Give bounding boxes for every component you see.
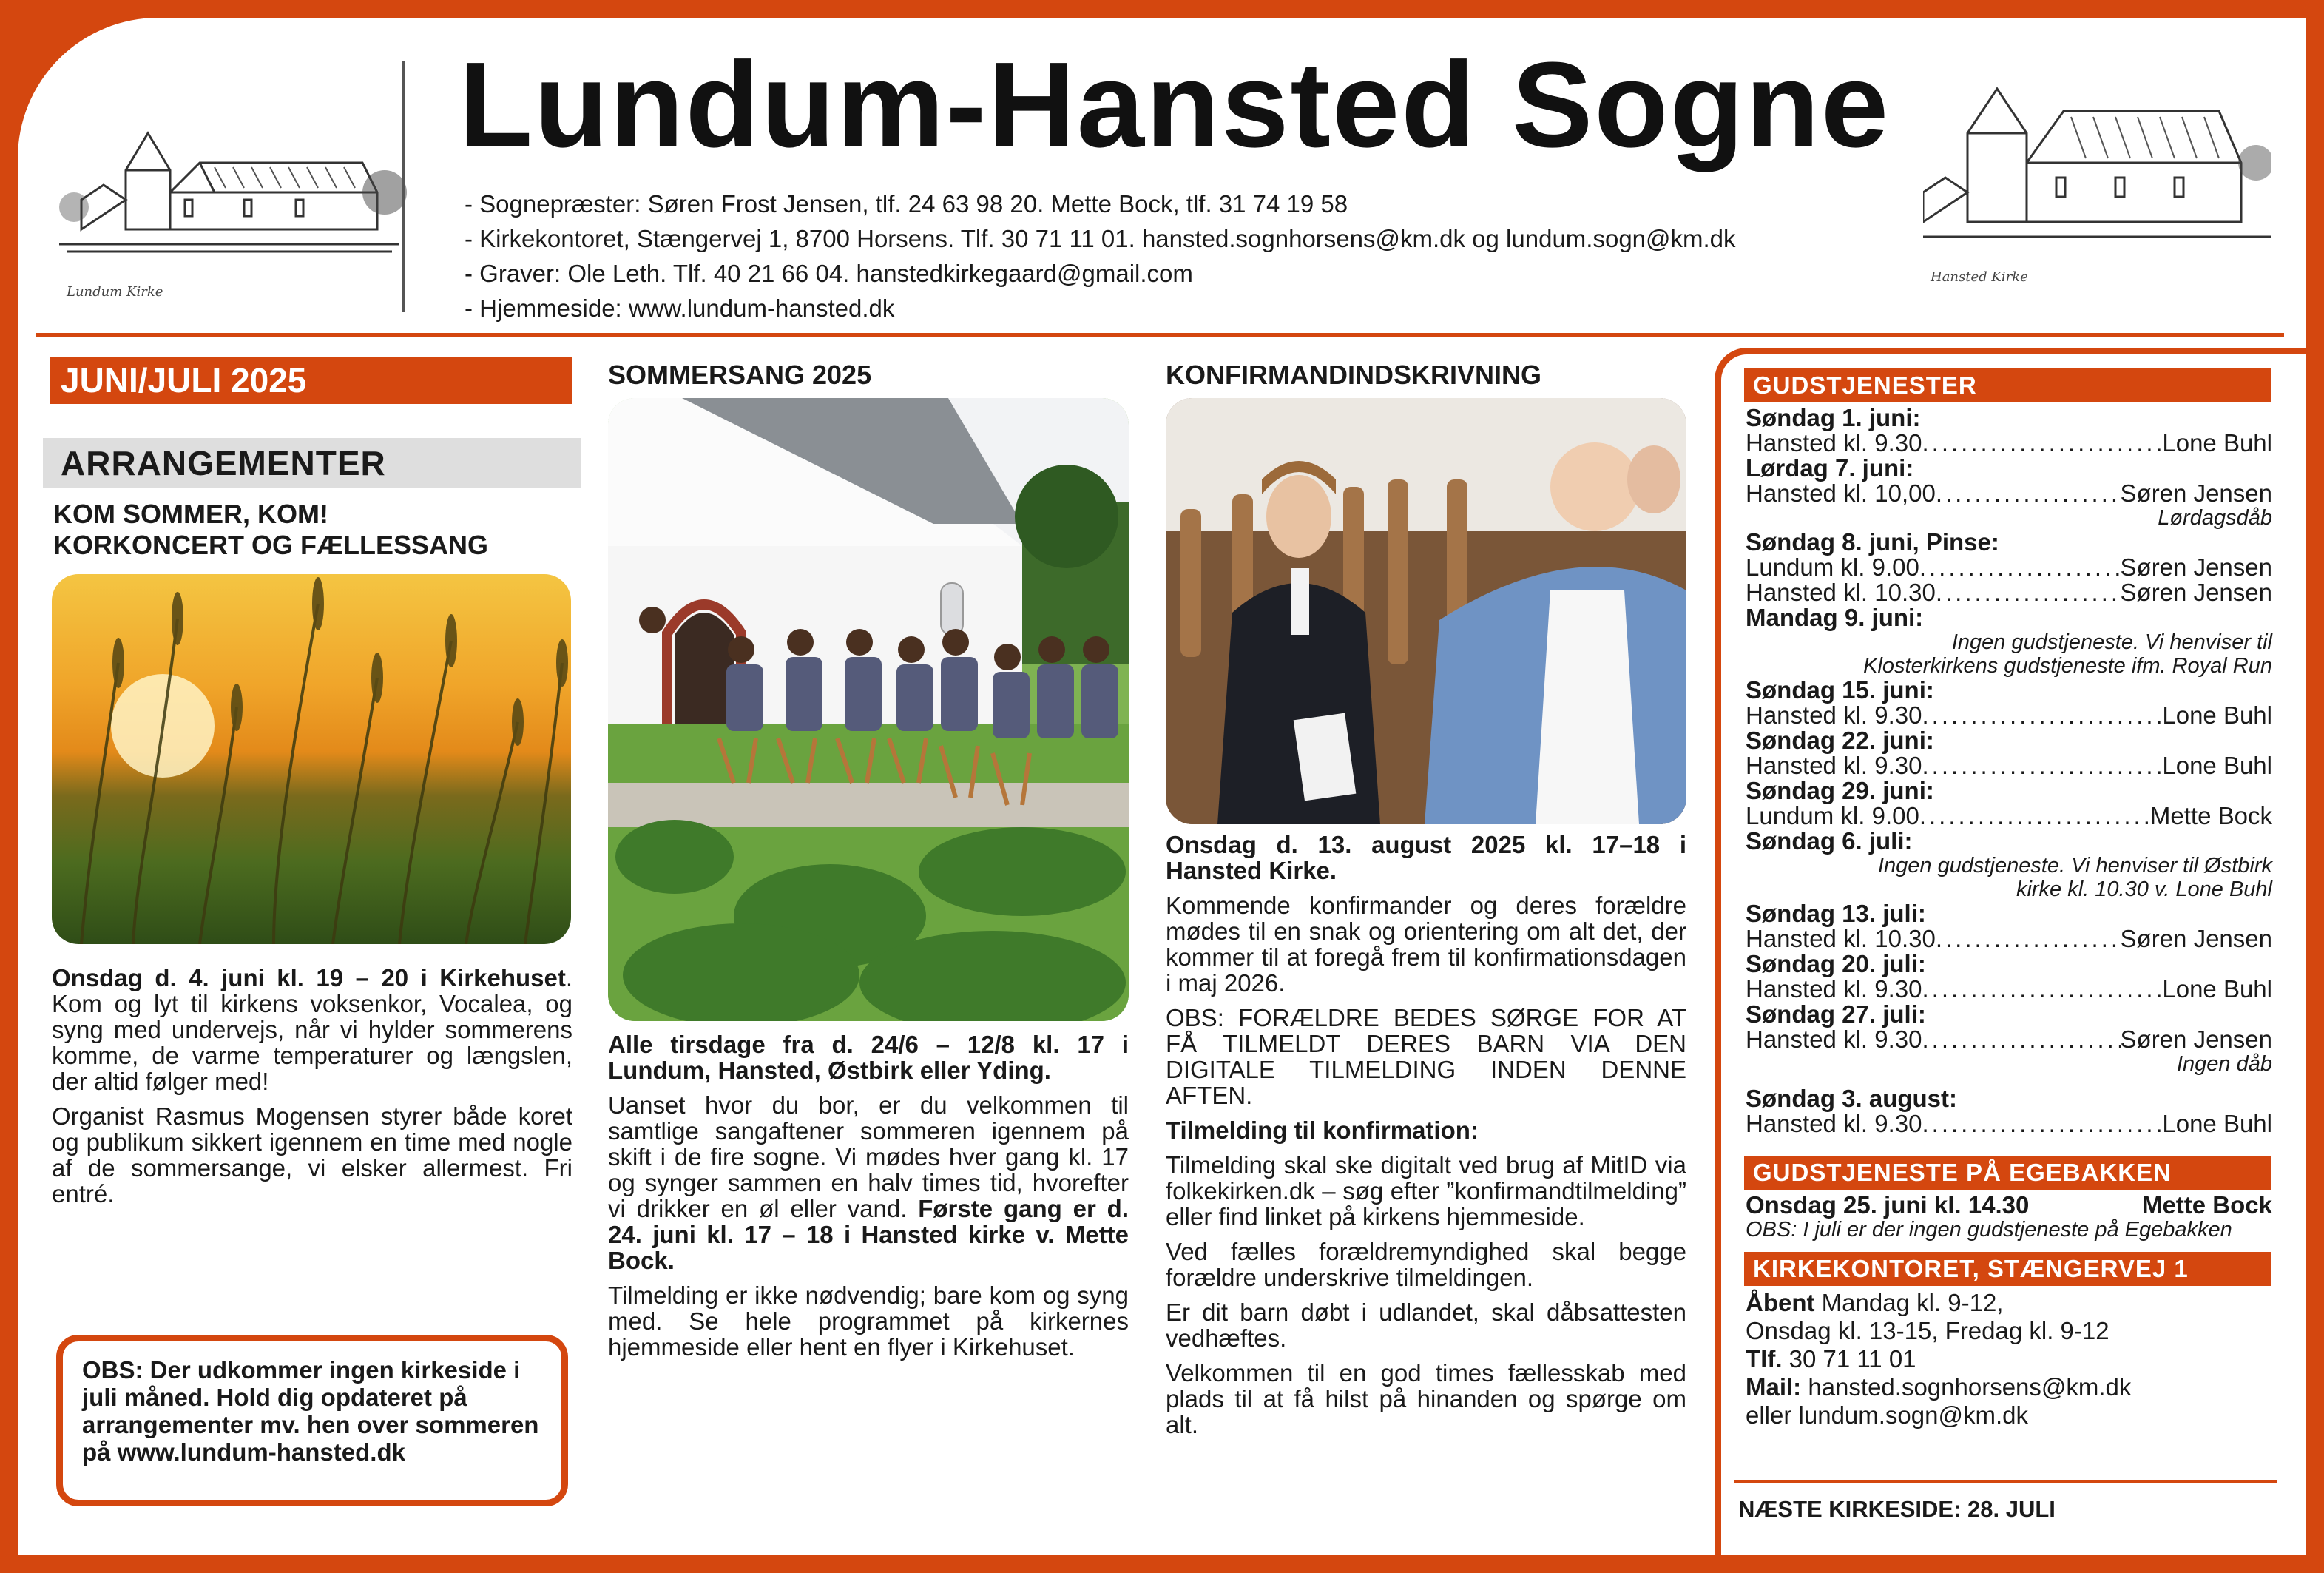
event-title: KOM SOMMER, KOM! KORKONCERT OG FÆLLESSANG — [53, 499, 489, 560]
footer-divider — [1734, 1480, 2277, 1483]
service-entry: Søndag 6. juli: Ingen gudstjeneste. Vi henviser til Østbirk kirke kl. 10.30 v. Lone Buhl — [1746, 827, 2272, 901]
sommersang-text: Alle tirsdage fra d. 24/6 – 12/8 kl. 17 i Lundum, Hansted, Østbirk eller Yding. Uanset hvor du bor, er du velkommen til samtlige sangaftener sommeren igennem på skift i de fire sogne. Vi mødes hver gang kl. 17 og synger sammen en halv times tid, hvorefter vi drikker en øl eller vand. Første gang er d. 24. juni kl. 17 – 18 i Hansted kirke v. Mette Bock. Tilmelding er ikke nødvendig; bare kom og syng med. Se hele programmet på kirkernes hjemmeside eller hent en flyer i Kirkehuset. — [608, 1031, 1129, 1361]
service-entry: Søndag 22. juni: Hansted kl. 9.30 ..... Lone Buhl — [1746, 728, 2272, 778]
contact-info — [465, 186, 1736, 326]
egebakken-heading: GUDSTJENESTE PÅ EGEBAKKEN — [1744, 1156, 2271, 1190]
concert-organist-text: Organist Rasmus Mogensen styrer både koret og publikum sikkert igennem en time med nogle af de sommersange, vi elsker allermest. Fri entré. — [52, 1102, 572, 1207]
konfirmand-date: Onsdag d. 13. august 2025 kl. 17–18 i Hansted Kirke. — [1166, 831, 1686, 884]
egebakken-service — [1746, 1193, 2272, 1242]
contact-gravedigger: - Graver: Ole Leth. Tlf. 40 21 66 04. hanstedkirkegaard@gmail.com — [465, 260, 1193, 287]
confirmands-photo — [1166, 398, 1686, 824]
header-divider — [36, 333, 2284, 337]
service-entry: Søndag 1. juni: Hansted kl. 9.30 ..... Lone Buhl — [1746, 405, 2272, 456]
page-title: Lundum-Hansted Sogne — [459, 37, 1891, 172]
contact-office: - Kirkekontoret, Stængervej 1, 8700 Horsens. Tlf. 30 71 11 01. hansted.sognhorsens@km.dk og lundum.sogn@km.dk — [465, 225, 1736, 252]
sommersang-schedule: Alle tirsdage fra d. 24/6 – 12/8 kl. 17 i Lundum, Hansted, Østbirk eller Yding. — [608, 1031, 1129, 1084]
lundum-sketch-caption: Lundum Kirke — [67, 284, 163, 300]
outdoor-church-singing-photo — [608, 398, 1129, 1021]
service-entry: Lørdag 7. juni: Hansted kl. 10,00 ..... Søren Jensen Lørdagsdåb — [1746, 456, 2272, 530]
services-heading: GUDSTJENESTER — [1744, 368, 2271, 402]
office-email-alt: eller lundum.sogn@km.dk — [1746, 1401, 2028, 1429]
service-entry: Søndag 29. juni: Lundum kl. 9.00 ..... Mette Bock — [1746, 778, 2272, 829]
service-entry: Søndag 3. august: Hansted kl. 9.30 ..... Lone Buhl — [1746, 1086, 2272, 1136]
lundum-church-sketch — [52, 111, 407, 311]
office-heading: KIRKEKONTORET, STÆNGERVEJ 1 — [1744, 1252, 2271, 1286]
konfirmand-text: Onsdag d. 13. august 2025 kl. 17–18 i Hansted Kirke. Kommende konfirmander og deres forældre mødes til en snak og orientering om alt det, der kommer til at foregå frem til konfirmationsdagen i maj 2026. OBS: FORÆLDRE BEDES SØRGE FOR AT FÅ TILMELDT DERES BARN VIA DEN DIGITALE TILMELDING INDEN DENNE AFTEN. Tilmelding til konfirmation: Tilmelding skal ske digitalt ved brug af MitID via folkekirken.dk – søg efter ”konfirmandtilmelding” eller find linket på kirkens hjemmeside. Ved fælles forældremyndighed skal begge forældre underskrive tilmeldingen. Er dit barn døbt i udlandet, skal dåbsattesten vedhæftes. Velkommen til en god times fællesskab med plads til at få hilst på hinanden og spørge om alt. — [1166, 831, 1686, 1438]
konfirmand-signup-heading: Tilmelding til konfirmation: — [1166, 1116, 1479, 1144]
contact-priests: - Sognepræster: Søren Frost Jensen, tlf. 24 63 98 20. Mette Bock, tlf. 31 74 19 58 — [465, 190, 1348, 218]
obs-notice-box — [56, 1335, 568, 1506]
service-entry: Søndag 13. juli: Hansted kl. 10.30 ..... Søren Jensen — [1746, 901, 2272, 951]
office-email: hansted.sognhorsens@km.dk — [1801, 1373, 2132, 1401]
service-list — [1746, 405, 2272, 1136]
hansted-sketch-caption: Hansted Kirke — [1931, 269, 2028, 285]
summer-grass-photo — [52, 574, 571, 944]
concert-date: Onsdag d. 4. juni kl. 19 – 20 i Kirkehuset — [52, 964, 566, 991]
obs-notice-text: OBS: Der udkommer ingen kirkeside i juli måned. Hold dig opdateret på arrangementer mv. hen over sommeren på www.lundum-hansted.dk — [82, 1356, 539, 1466]
service-entry: Søndag 8. juni, Pinse: Lundum kl. 9.00 ..... Søren Jensen Hansted kl. 10.30 ..... Søren Jensen — [1746, 530, 2272, 605]
sommersang-heading: SOMMERSANG 2025 — [608, 360, 872, 390]
sommersang-first-date: Første gang er d. 24. juni kl. 17 – 18 i Hansted kirke v. Mette Bock. — [608, 1195, 1129, 1274]
concert-description: Onsdag d. 4. juni kl. 19 – 20 i Kirkehuset. Kom og lyt til kirkens voksenkor, Vocalea, og syng med undervejs, når vi hylder sommerens komme, de varme temperaturer og længslen, der altid følger med! Organist Rasmus Mogensen styrer både koret og publikum sikkert igennem en time med nogle af de sommersange, vi elsker allermest. Fri entré. — [52, 964, 572, 1207]
issue-date-banner: JUNI/JULI 2025 — [50, 357, 572, 404]
service-entry: Mandag 9. juni: Ingen gudstjeneste. Vi henviser til Klosterkirkens gudstjeneste ifm. Royal Run — [1746, 604, 2272, 678]
office-info: Åbent Mandag kl. 9-12, Onsdag kl. 13-15, Fredag kl. 9-12 Tlf. 30 71 11 01 Mail: hansted.sognhorsens@km.dk eller lundum.sogn@km.dk — [1746, 1289, 2272, 1429]
egebakken-date: Onsdag 25. juni kl. 14.30 — [1746, 1191, 2030, 1219]
konfirmand-parents-obs: OBS: FORÆLDRE BEDES SØRGE FOR AT FÅ TILMELDT DERES BARN VIA DEN DIGITALE TILMELDING INDEN DENNE AFTEN. — [1166, 1004, 1686, 1109]
contact-website: - Hjemmeside: www.lundum-hansted.dk — [465, 294, 895, 322]
service-entry: Søndag 27. juli: Hansted kl. 9.30 ..... Søren Jensen Ingen dåb — [1746, 1002, 2272, 1076]
konfirmand-heading: KONFIRMANDINDSKRIVNING — [1166, 360, 1541, 390]
service-entry: Søndag 20. juli: Hansted kl. 9.30 ..... Lone Buhl — [1746, 951, 2272, 1002]
office-phone: 30 71 11 01 — [1782, 1345, 1916, 1372]
next-page-notice: NÆSTE KIRKESIDE: 28. JULI — [1738, 1496, 2056, 1522]
sommersang-signup-text: Tilmelding er ikke nødvendig; bare kom og syng med. Se hele programmet på kirkernes hjemmeside eller hent en flyer i Kirkehuset. — [608, 1281, 1129, 1361]
sketch-border — [402, 61, 405, 312]
egebakken-note: OBS: I juli er der ingen gudstjeneste på Egebakken — [1746, 1218, 2232, 1242]
hansted-church-sketch — [1923, 74, 2271, 296]
service-entry: Søndag 15. juni: Hansted kl. 9.30 ..... Lone Buhl — [1746, 678, 2272, 728]
egebakken-priest: Mette Bock — [2141, 1191, 2272, 1219]
section-title-arrangementer: ARRANGEMENTER — [43, 438, 581, 488]
